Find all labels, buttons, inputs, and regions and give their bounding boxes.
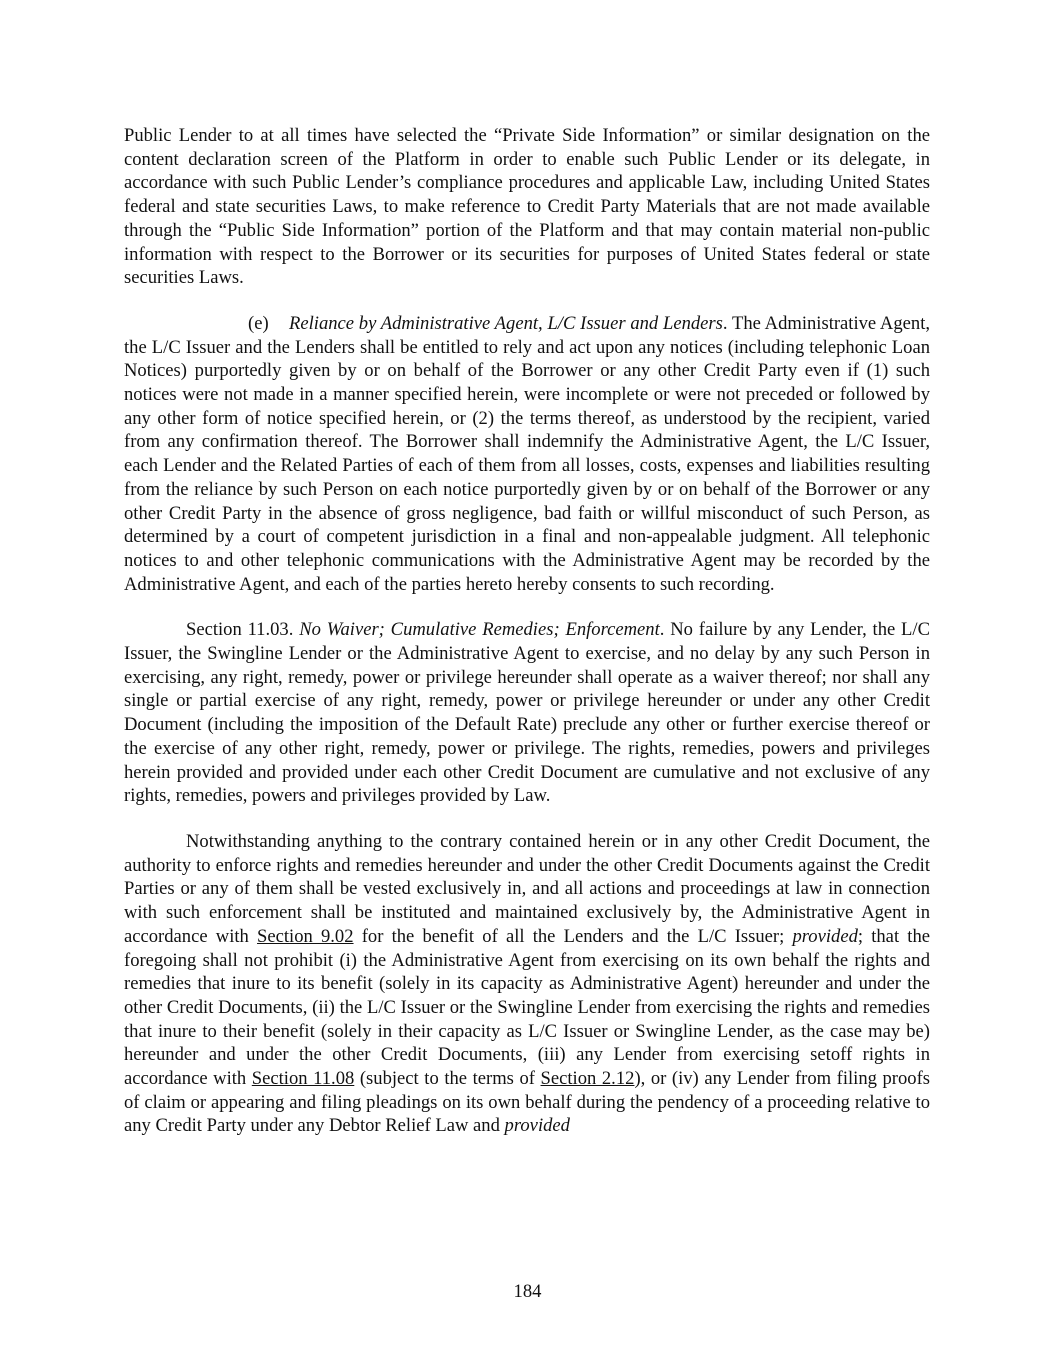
- clause-heading-punct: .: [722, 312, 728, 334]
- italic-term: provided: [792, 925, 858, 947]
- section-body: No failure by any Lender, the L/C Issuer, the Swingline Lender or the Administrative Agent to exercise, and no delay by any such Person in exercising, any right, remedy, power or privilege hereunder shall operate as a waiver thereof; nor shall any single or partial exercise of any right, remedy, power or privilege hereunder or under any other Credit Document (including the imposition of the Default Rate) preclude any other or further exercise thereof or the exercise of any other right, remedy, power or privilege. The rights, remedies, powers and privileges herein provided and provided under each other Credit Document are cumulative and not exclusive of any rights, remedies, powers and privileges provided by Law.: [124, 619, 930, 807]
- section-reference-link[interactable]: Section 9.02: [257, 925, 354, 947]
- text-segment: (subject to the terms of: [354, 1068, 541, 1090]
- text-segment: Notwithstanding anything to the contrary contained herein or in any other Credit Document, the authority to enforce rights and remedies hereunder and under the other Credit Documents against the Credit Parties or any of them shall be vested exclusively in, and all actions and proceedings at law in connection with such enforcement shall be instituted and maintained exclusively by, the Administrative Agent in accordance with: [124, 830, 930, 947]
- text-segment: ), or (iv) any Lender from filing proofs of claim or appearing and filing pleadings on its own behalf during the pendency of a proceeding relative to any Credit Party under any Debtor Relief Law and: [124, 1068, 931, 1137]
- clause-label: (e): [248, 312, 269, 334]
- text-segment: for the benefit of all the Lenders and the L/C Issuer;: [353, 925, 793, 947]
- section-reference-link[interactable]: Section 2.12: [540, 1068, 635, 1090]
- section-reference-link[interactable]: Section 11.08: [251, 1068, 355, 1090]
- document-page: [124, 124, 930, 1160]
- paragraph-text: Public Lender to at all times have selected the “Private Side Information” or similar designation on the content declaration screen of the Platform in order to enable such Public Lender or its delegate, in accordance with such Public Lender’s compliance procedures and applicable Law, including United States federal and state securities Laws, to make reference to Credit Party Materials that are not made available through the “Public Side Information” portion of the Platform and that may contain material non-public information with respect to the Borrower or its securities for purposes of United States federal or state securities Laws.: [124, 125, 930, 289]
- paragraph-notwithstanding: [124, 830, 930, 1138]
- section-heading-punct: .: [659, 619, 665, 641]
- paragraph-private-side-information: [124, 124, 930, 290]
- section-heading: No Waiver; Cumulative Remedies; Enforcement: [299, 619, 660, 641]
- section-label: Section 11.03.: [186, 619, 294, 641]
- text-segment: ; that the foregoing shall not prohibit (i) the Administrative Agent from exercising on its own behalf the rights and remedies that inure to its benefit (solely in its capacity as Administrative Agent) hereunder and under the other Credit Documents, (ii) the L/C Issuer or the Swingline Lender from exercising the rights and remedies that inure to their benefit (solely in their capacity as L/C Issuer or Swingline Lender, as the case may be) hereunder and under the other Credit Documents, (iii) any Lender from exercising setoff rights in accordance with: [124, 925, 931, 1090]
- section-11-03: [124, 618, 930, 808]
- page-number: 184: [513, 1281, 542, 1302]
- italic-term: provided: [504, 1115, 570, 1137]
- paragraph-e-reliance: [124, 312, 930, 596]
- clause-body: The Administrative Agent, the L/C Issuer and the Lenders shall be entitled to rely and act upon any notices (including telephonic Loan Notices) purportedly given by or on behalf of the Borrower or any other Credit Party even if (1) such notices were not made in a manner specified herein, were incomplete or were not preceded or followed by any other form of notice specified herein, or (2) the terms thereof, as understood by the recipient, varied from any confirmation thereof. The Borrower shall indemnify the Administrative Agent, the L/C Issuer, each Lender and the Related Parties of each of them from all losses, costs, expenses and liabilities resulting from the reliance by such Person on each notice purportedly given by or on behalf of the Borrower or any other Credit Party in the absence of gross negligence, bad faith or willful misconduct of such Person, as determined by a court of competent jurisdiction in a final and non-appealable judgment. All telephonic notices to and other telephonic communications with the Administrative Agent may be recorded by the Administrative Agent, and each of the parties hereto hereby consents to such recording.: [124, 312, 931, 595]
- clause-heading: Reliance by Administrative Agent, L/C Issuer and Lenders: [289, 312, 723, 334]
